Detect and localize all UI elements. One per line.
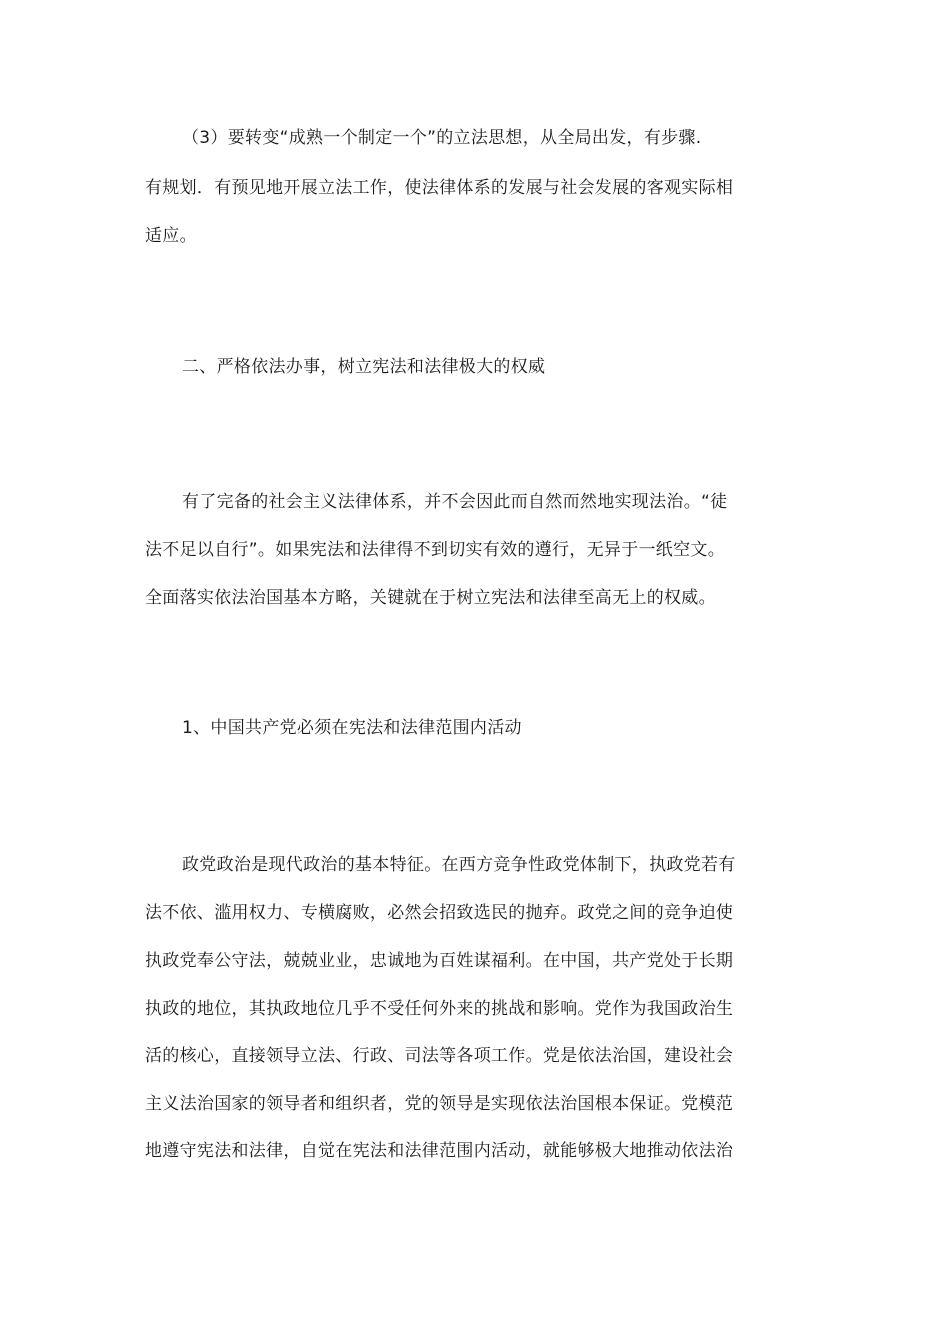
para1-line-2: 有规划．有预见地开展立法工作，使法律体系的发展与社会发展的客观实际相 xyxy=(145,178,734,198)
para1-line-3: 适应。 xyxy=(145,226,197,246)
para1-line-1: （3）要转变“成熟一个制定一个”的立法思想，从全局出发，有步骤. xyxy=(182,128,702,148)
section-heading-3: 1、中国共产党必须在宪法和法律范围内活动 xyxy=(182,718,522,738)
section-heading-2: 二、严格依法办事，树立宪法和法律极大的权威 xyxy=(182,357,546,377)
para3-line-7: 地遵守宪法和法律，自觉在宪法和法律范围内活动，就能够极大地推动依法治 xyxy=(145,1141,734,1161)
para3-line-6: 主义法治国家的领导者和组织者，党的领导是实现依法治国根本保证。党模范 xyxy=(145,1094,734,1114)
para3-line-3: 执政党奉公守法，兢兢业业，忠诚地为百姓谋福利。在中国，共产党处于长期 xyxy=(145,951,734,971)
para3-line-5: 活的核心，直接领导立法、行政、司法等各项工作。党是依法治国，建设社会 xyxy=(145,1046,734,1066)
para3-line-1: 政党政治是现代政治的基本特征。在西方竞争性政党体制下，执政党若有 xyxy=(182,855,736,875)
para3-line-4: 执政的地位，其执政地位几乎不受任何外来的挑战和影响。党作为我国政治生 xyxy=(145,999,734,1019)
para2-line-2: 法不足以自行”。如果宪法和法律得不到切实有效的遵行，无异于一纸空文。 xyxy=(145,540,726,560)
para3-line-2: 法不依、滥用权力、专横腐败，必然会招致选民的抛弃。政党之间的竞争迫使 xyxy=(145,903,734,923)
para2-line-3: 全面落实依法治国基本方略，关键就在于树立宪法和法律至高无上的权威。 xyxy=(145,588,716,608)
para2-line-1: 有了完备的社会主义法律体系，并不会因此而自然而然地实现法治。“徒 xyxy=(182,492,728,512)
